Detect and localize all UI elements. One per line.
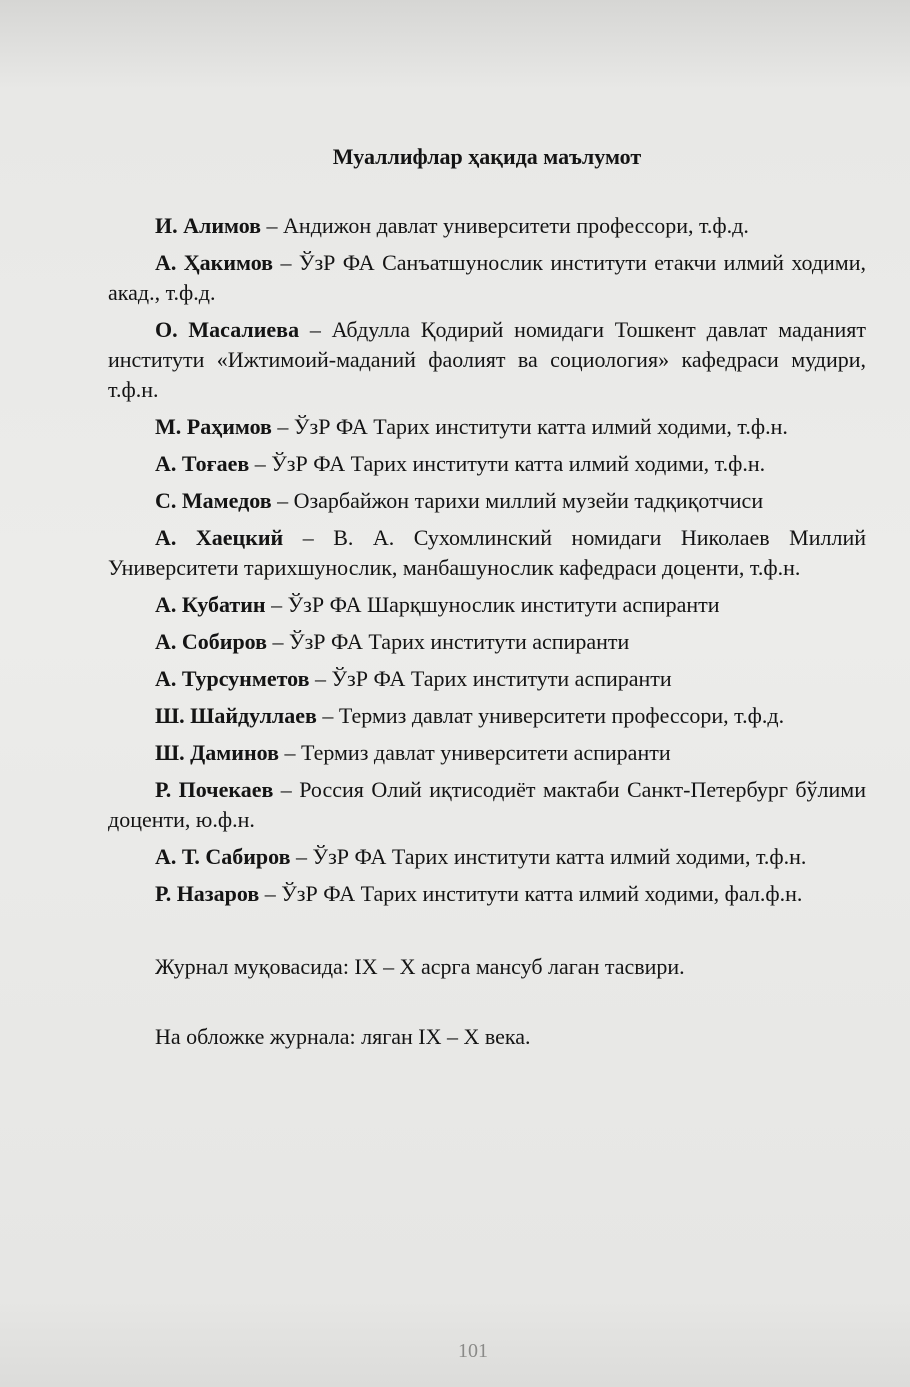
author-description: – ЎзР ФА Санъатшунослик институти етакчи илмий ходими, акад., т.ф.д. xyxy=(108,250,867,305)
author-description: – ЎзР ФА Тарих институти аспиранти xyxy=(267,629,630,654)
page-number: 101 xyxy=(458,1340,488,1362)
author-name: А. Тоғаев xyxy=(155,451,250,476)
author-entry xyxy=(108,449,866,479)
author-name: Ш. Даминов xyxy=(155,740,279,765)
author-name: И. Алимов xyxy=(155,213,262,238)
author-name: Р. Почекаев xyxy=(155,777,274,802)
page-content xyxy=(108,143,866,1052)
author-entry xyxy=(108,248,866,308)
page-title: Муаллифлар ҳақида маълумот xyxy=(332,144,642,169)
author-name: А. Собиров xyxy=(155,629,268,654)
author-name: С. Мамедов xyxy=(155,488,272,513)
author-description: – ЎзР ФА Тарих институти аспиранти xyxy=(309,666,672,691)
author-entry xyxy=(108,315,866,405)
author-description: – ЎзР ФА Шарқшунослик институти аспиранти xyxy=(265,592,720,617)
cover-note-russian: На обложке журнала: ляган IX – X века. xyxy=(155,1024,531,1049)
author-description: – ЎзР ФА Тарих институти катта илмий ходими, т.ф.н. xyxy=(290,844,807,869)
author-description: – Озарбайжон тарихи миллий музейи тадқиқотчиси xyxy=(271,488,764,513)
author-description: – В. А. Сухомлинский номидаги Николаев Миллий Университети тарихшунослик, манбашунослик кафедраси доценти, т.ф.н. xyxy=(108,525,866,580)
author-description: – ЎзР ФА Тарих институти катта илмий ходими, фал.ф.н. xyxy=(259,881,803,906)
author-name: А. Кубатин xyxy=(155,592,266,617)
author-name: А. Турсунметов xyxy=(155,666,310,691)
author-entry xyxy=(108,738,866,768)
author-entry xyxy=(108,523,866,583)
author-entry xyxy=(108,627,866,657)
author-entry xyxy=(108,211,866,241)
author-name: Р. Назаров xyxy=(155,881,260,906)
author-description: – ЎзР ФА Тарих институти катта илмий ходими, т.ф.н. xyxy=(271,414,788,439)
author-entry xyxy=(108,590,866,620)
author-description: – ЎзР ФА Тарих институти катта илмий ходими, т.ф.н. xyxy=(249,451,766,476)
author-name: М. Раҳимов xyxy=(155,414,272,439)
author-description: – Термиз давлат университети аспиранти xyxy=(278,740,671,765)
author-entry xyxy=(108,412,866,442)
authors-list xyxy=(108,211,866,909)
author-entry xyxy=(108,701,866,731)
author-name: Ш. Шайдуллаев xyxy=(155,703,317,728)
author-entry xyxy=(108,664,866,694)
author-description: – Россия Олий иқтисодиёт мактаби Санкт-Петербург бўлими доценти, ю.ф.н. xyxy=(108,777,866,832)
author-description: – Термиз давлат университети профессори, т.ф.д. xyxy=(316,703,785,728)
author-name: А. Т. Сабиров xyxy=(155,844,291,869)
author-description: – Андижон давлат университети профессори, т.ф.д. xyxy=(261,213,749,238)
author-entry xyxy=(108,775,866,835)
author-name: А. Хаецкий xyxy=(155,525,284,550)
author-entry xyxy=(108,879,866,909)
author-description: – Абдулла Қодирий номидаги Тошкент давлат маданият институти «Ижтимоий-маданий фаолият ва социология» кафедраси мудири, т.ф.н. xyxy=(108,317,866,402)
author-name: А. Ҳакимов xyxy=(155,250,274,275)
cover-note-uzbek: Журнал муқовасида: IX – X асрга мансуб лаган тасвири. xyxy=(155,954,685,979)
author-entry xyxy=(108,842,866,872)
author-name: О. Масалиева xyxy=(155,317,300,342)
author-entry xyxy=(108,486,866,516)
